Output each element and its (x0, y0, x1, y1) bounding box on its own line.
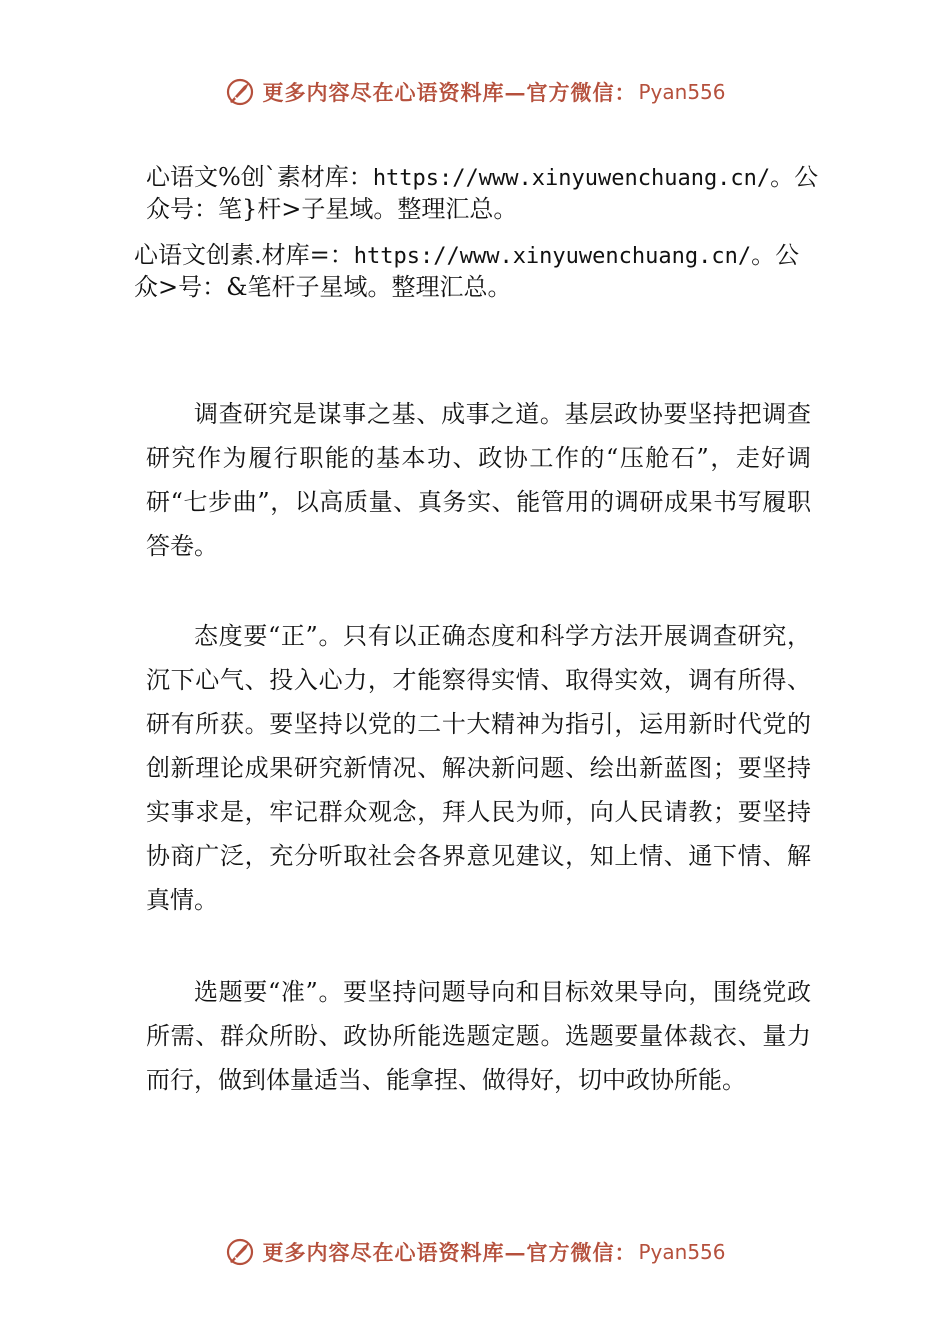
brand-text: 更多内容尽在心语资料库 (262, 80, 505, 105)
banner-separator: — (504, 1239, 527, 1265)
body-paragraph: 态度要“正”。只有以正确态度和科学方法开展调查研究，沉下心气、投入心力，才能察得实情、取得实效，调有所得、研有所获。要坚持以党的二十大精神为指引，运用新时代党的创新理论成果研究新情况、解决新问题、绘出新蓝图；要坚持实事求是，牢记群众观念，拜人民为师，向人民请教；要坚持协商广泛，充分听取社会各界意见建议，知上情、通下情、解真情。 (146, 622, 811, 914)
source-note-suffix: 。公 (751, 241, 800, 269)
source-note-line: 众号：笔}杆>子星域。整理汇总。 (146, 195, 518, 223)
banner-separator: — (504, 79, 527, 105)
body-paragraph: 选题要“准”。要坚持问题导向和目标效果导向，围绕党政所需、群众所盼、政协所能选题定题。选题要量体裁衣、量力而行，做到体量适当、能拿捏、做得好，切中政协所能。 (146, 978, 811, 1094)
pen-nib-logo-icon (224, 76, 256, 108)
header-banner (0, 72, 950, 112)
source-note-line: 众>号：&笔杆子星域。整理汇总。 (134, 273, 512, 301)
pen-nib-logo-icon (224, 1236, 256, 1268)
footer-banner (0, 1232, 950, 1272)
wechat-label: 官方微信： (526, 1240, 637, 1265)
wechat-id: Pyan556 (638, 1240, 726, 1264)
source-note-line (134, 240, 799, 272)
body-paragraph: 调查研究是谋事之基、成事之道。基层政协要坚持把调查研究作为履行职能的基本功、政协工作的“压舱石”，走好调研“七步曲”，以高质量、真务实、能管用的调研成果书写履职答卷。 (146, 400, 811, 560)
source-url: https://www.xinyuwenchuang.cn/ (353, 244, 752, 269)
source-note-suffix: 。公 (770, 163, 819, 191)
source-note-prefix: 心语文创素.材库=： (134, 241, 354, 269)
wechat-id: Pyan556 (638, 80, 726, 104)
source-note (146, 162, 818, 224)
source-note (134, 240, 799, 302)
brand-text: 更多内容尽在心语资料库 (262, 1240, 505, 1265)
source-note-prefix: 心语文%创`素材库： (146, 163, 373, 191)
source-note-line (146, 162, 818, 194)
source-url: https://www.xinyuwenchuang.cn/ (372, 166, 771, 191)
wechat-label: 官方微信： (526, 80, 637, 105)
